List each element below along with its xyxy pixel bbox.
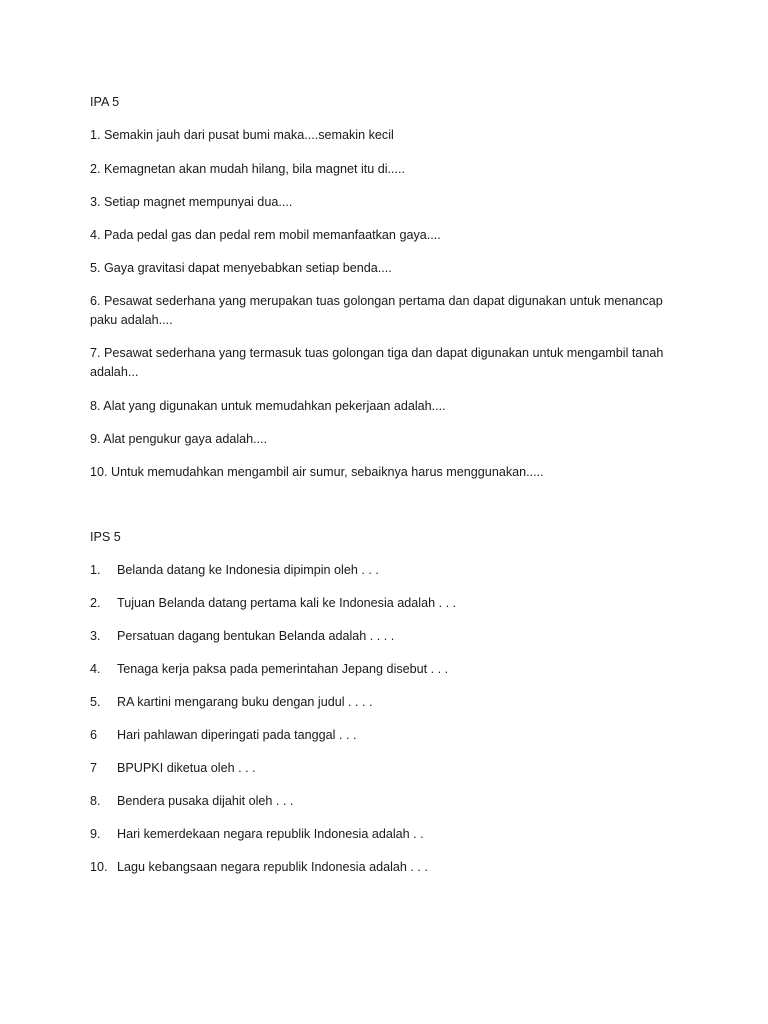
ips-question-number: 3. [90, 629, 101, 643]
ips-question-number: 5. [90, 695, 101, 709]
ips-heading: IPS 5 [90, 530, 121, 544]
ipa-question-5: 5. Gaya gravitasi dapat menyebabkan setiap benda.... [90, 261, 392, 275]
ips-question-number: 4. [90, 662, 101, 676]
ipa-question-9: 9. Alat pengukur gaya adalah.... [90, 432, 268, 446]
ips-question-number: 8. [90, 794, 101, 808]
ips-question-text: Lagu kebangsaan negara republik Indonesia adalah . . . [117, 860, 428, 874]
ips-question-number: 6 [90, 728, 98, 742]
ipa-question-3: 3. Setiap magnet mempunyai dua.... [90, 195, 293, 209]
ips-question-number: 9. [90, 827, 101, 841]
ipa-question-2: 2. Kemagnetan akan mudah hilang, bila magnet itu di..... [90, 162, 406, 176]
ips-question-text: Bendera pusaka dijahit oleh . . . [117, 794, 294, 808]
ips-question-text: BPUPKI diketua oleh . . . [117, 761, 256, 775]
ips-question-text: Hari kemerdekaan negara republik Indonesia adalah . . [117, 827, 424, 841]
ipa-question-8: 8. Alat yang digunakan untuk memudahkan pekerjaan adalah.... [90, 399, 446, 413]
ips-question-text: Tujuan Belanda datang pertama kali ke Indonesia adalah . . . [117, 596, 457, 610]
ipa-question-1: 1. Semakin jauh dari pusat bumi maka....semakin kecil [90, 128, 394, 142]
ips-question-text: Persatuan dagang bentukan Belanda adalah . . . . [117, 629, 395, 643]
ips-question-number: 7 [90, 761, 98, 775]
ipa-question-10: 10. Untuk memudahkan mengambil air sumur, sebaiknya harus menggunakan..... [90, 465, 544, 479]
ips-question-number: 2. [90, 596, 101, 610]
ips-question-number: 1. [90, 563, 101, 577]
ipa-question-6: 6. Pesawat sederhana yang merupakan tuas golongan pertama dan dapat digunakan untuk menancap paku adalah.... [90, 294, 663, 327]
ipa-heading: IPA 5 [90, 95, 120, 109]
ips-question-text: Belanda datang ke Indonesia dipimpin oleh . . . [117, 563, 379, 577]
ips-question-number: 10. [90, 860, 108, 874]
ipa-question-4: 4. Pada pedal gas dan pedal rem mobil memanfaatkan gaya.... [90, 228, 441, 242]
ips-question-text: Tenaga kerja paksa pada pemerintahan Jepang disebut . . . [117, 662, 449, 676]
ipa-question-7: 7. Pesawat sederhana yang termasuk tuas golongan tiga dan dapat digunakan untuk mengambil tanah adalah... [90, 346, 664, 379]
ips-question-text: RA kartini mengarang buku dengan judul . . . . [117, 695, 373, 709]
ips-question-text: Hari pahlawan diperingati pada tanggal . . . [117, 728, 357, 742]
